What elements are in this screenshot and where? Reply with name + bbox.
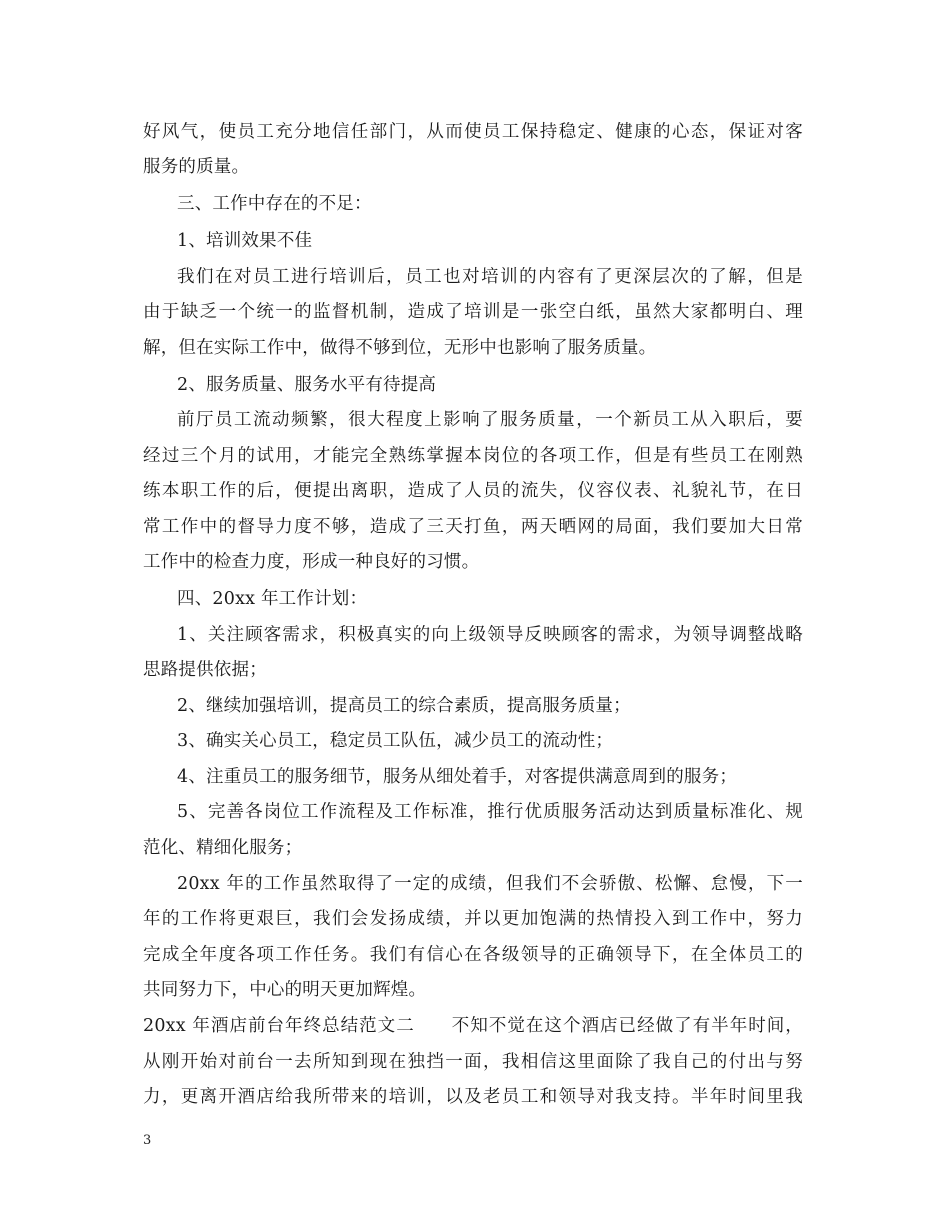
text-line: 力，更离开酒店给我所带来的培训，以及老员工和领导对我支持。半年时间里我 (143, 1087, 803, 1107)
subsection-heading: 2、服务质量、服务水平有待提高 (177, 375, 437, 395)
text-line: 年的工作将更艰巨，我们会发扬成绩，并以更加饱满的热情投入到工作中，努力 (143, 909, 803, 929)
text-line: 由于缺乏一个统一的监督机制，造成了培训是一张空白纸，虽然大家都明白、理 (143, 302, 803, 322)
text-line: 共同努力下，中心的明天更加辉煌。 (143, 980, 427, 1000)
subsection-heading: 1、培训效果不佳 (177, 231, 313, 251)
text-line: 前厅员工流动频繁，很大程度上影响了服务质量，一个新员工从入职后，要 (177, 410, 803, 430)
text-line: 练本职工作的后，便提出离职，造成了人员的流失，仪容仪表、礼貌礼节，在日 (143, 481, 803, 501)
text-line: 服务的质量。 (143, 157, 250, 177)
list-item: 2、继续加强培训，提高员工的综合素质，提高服务质量； (177, 696, 631, 716)
text-line: 范化、精细化服务； (143, 838, 303, 858)
section-heading: 三、工作中存在的不足： (177, 194, 372, 214)
list-item: 5、完善各岗位工作流程及工作标准，推行优质服务活动达到质量标准化、规 (177, 802, 803, 822)
text-line: 常工作中的督导力度不够，造成了三天打鱼，两天晒网的局面，我们要加大日常 (143, 517, 803, 537)
text-line: 经过三个月的试用，才能完全熟练掌握本岗位的各项工作，但是有些员工在刚熟 (143, 446, 803, 466)
text-line: 工作中的检查力度，形成一种良好的习惯。 (143, 552, 480, 572)
text-line: 解，但在实际工作中，做得不够到位，无形中也影响了服务质量。 (143, 338, 657, 358)
list-item: 4、注重员工的服务细节，服务从细处着手，对客提供满意周到的服务； (177, 767, 738, 787)
text-line: 思路提供依据； (143, 660, 267, 680)
text-line: 完成全年度各项工作任务。我们有信心在各级领导的正确领导下，在全体员工的 (143, 945, 803, 965)
section-heading: 四、20xx 年工作计划： (177, 589, 368, 609)
text-line: 从刚开始对前台一去所知到现在独挡一面，我相信这里面除了我自己的付出与努 (143, 1052, 803, 1072)
page-number: 3 (143, 1133, 152, 1148)
list-item: 3、确实关心员工，稳定员工队伍，减少员工的流动性； (177, 731, 614, 751)
text-line: 20xx 年酒店前台年终总结范文二 不知不觉在这个酒店已经做了有半年时间， (143, 1016, 803, 1036)
text-line: 我们在对员工进行培训后，员工也对培训的内容有了更深层次的了解，但是 (177, 267, 803, 287)
list-item: 1、关注顾客需求，积极真实的向上级领导反映顾客的需求，为领导调整战略 (177, 625, 803, 645)
text-line: 20xx 年的工作虽然取得了一定的成绩，但我们不会骄傲、松懈、怠慢，下一 (177, 874, 803, 894)
text-line: 好风气，使员工充分地信任部门，从而使员工保持稳定、健康的心态，保证对客 (143, 122, 803, 142)
